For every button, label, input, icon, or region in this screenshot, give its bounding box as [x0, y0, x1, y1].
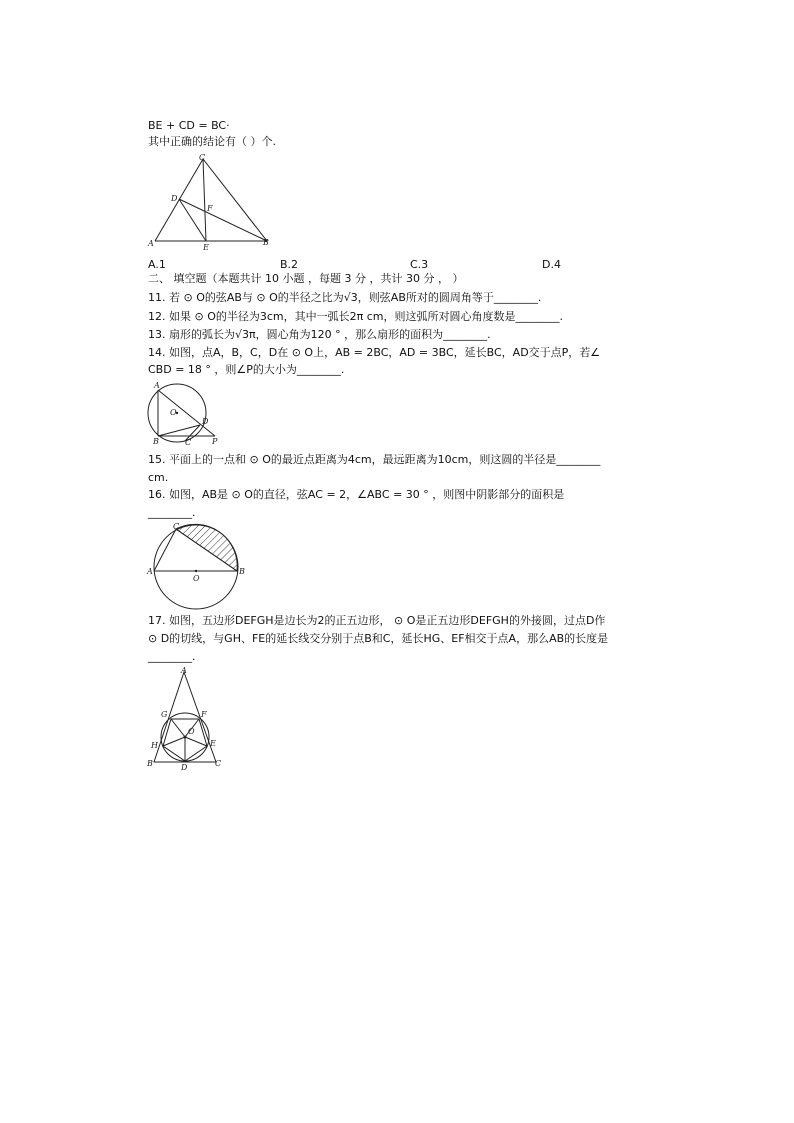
label-a: A: [147, 567, 153, 576]
question-17-line2: ⊙ D的切线，与GH、FE的延长线交分别于点B和C，延长HG、EF相交于点A，那么AB的长度是: [148, 632, 609, 645]
label-b: B: [147, 759, 153, 768]
label-d: D: [171, 194, 178, 203]
question-14-line1: 14. 如图，点A，B，C，D在 ⊙ O上，AB = 2BC，AD = 3BC，延长BC，AD交于点P，若∠: [148, 346, 601, 359]
label-d: D: [202, 417, 209, 426]
label-a: A: [148, 239, 154, 248]
label-o: O: [170, 408, 177, 417]
question-17-line3: ________.: [148, 650, 196, 663]
label-a: A: [154, 381, 160, 390]
question-11: 11. 若 ⊙ O的弦AB与 ⊙ O的半径之比为√3，则弦AB所对的圆周角等于________.: [148, 291, 542, 304]
label-c: C: [199, 153, 206, 162]
label-g: G: [161, 710, 168, 719]
question-16-line2: ________.: [148, 506, 196, 519]
label-p: P: [212, 437, 218, 446]
label-e: E: [210, 739, 216, 748]
label-b: B: [153, 437, 159, 446]
label-e: E: [203, 243, 209, 252]
question-15-line1: 15. 平面上的一点和 ⊙ O的最近点距离为4cm，最远距离为10cm，则这圆的半径是________: [148, 453, 601, 466]
label-o: O: [188, 727, 195, 736]
prev-answer-line: BE + CD = BC·: [148, 119, 230, 132]
label-h: H: [151, 741, 158, 750]
option-d: D.4: [542, 258, 561, 271]
pentagon-figure: [144, 664, 230, 772]
question-14-line2: CBD = 18 ° ，则∠P的大小为________.: [148, 363, 345, 376]
label-a: A: [181, 666, 187, 675]
label-c: C: [215, 759, 222, 768]
label-d: D: [181, 763, 188, 772]
question-17-line1: 17. 如图，五边形DEFGH是边长为2的正五边形， ⊙ O是正五边形DEFGH的外接圆，过点D作: [148, 614, 606, 627]
section-header: 二、 填空题（本题共计 10 小题 ，每题 3 分 ，共计 30 分 ， ）: [148, 272, 464, 285]
option-b: B.2: [280, 258, 299, 271]
question-16-line1: 16. 如图，AB是 ⊙ O的直径，弦AC = 2，∠ABC = 30 ° ，则图中阴影部分的面积是: [148, 488, 565, 501]
question-13: 13. 扇形的弧长为√3π，圆心角为120 ° ，那么扇形的面积为________.: [148, 328, 491, 341]
label-c: C: [185, 438, 192, 446]
prev-question-line: 其中正确的结论有（ ）个.: [148, 135, 276, 148]
label-o: O: [193, 574, 200, 583]
option-c: C.3: [410, 258, 429, 271]
label-f: F: [207, 204, 213, 213]
option-a: A.1: [148, 258, 166, 271]
label-c: C: [173, 522, 180, 531]
triangle-figure: [145, 152, 275, 252]
question-12: 12. 如果 ⊙ O的半径为3cm，其中一弧长2π cm，则这弧所对圆心角度数是________.: [148, 310, 563, 323]
label-f: F: [201, 710, 207, 719]
label-b: B: [239, 567, 245, 576]
question-15-line2: cm.: [148, 471, 169, 484]
circle-figure-14: [145, 380, 225, 446]
circle-figure-16: [145, 522, 250, 610]
label-b: B: [263, 238, 269, 247]
